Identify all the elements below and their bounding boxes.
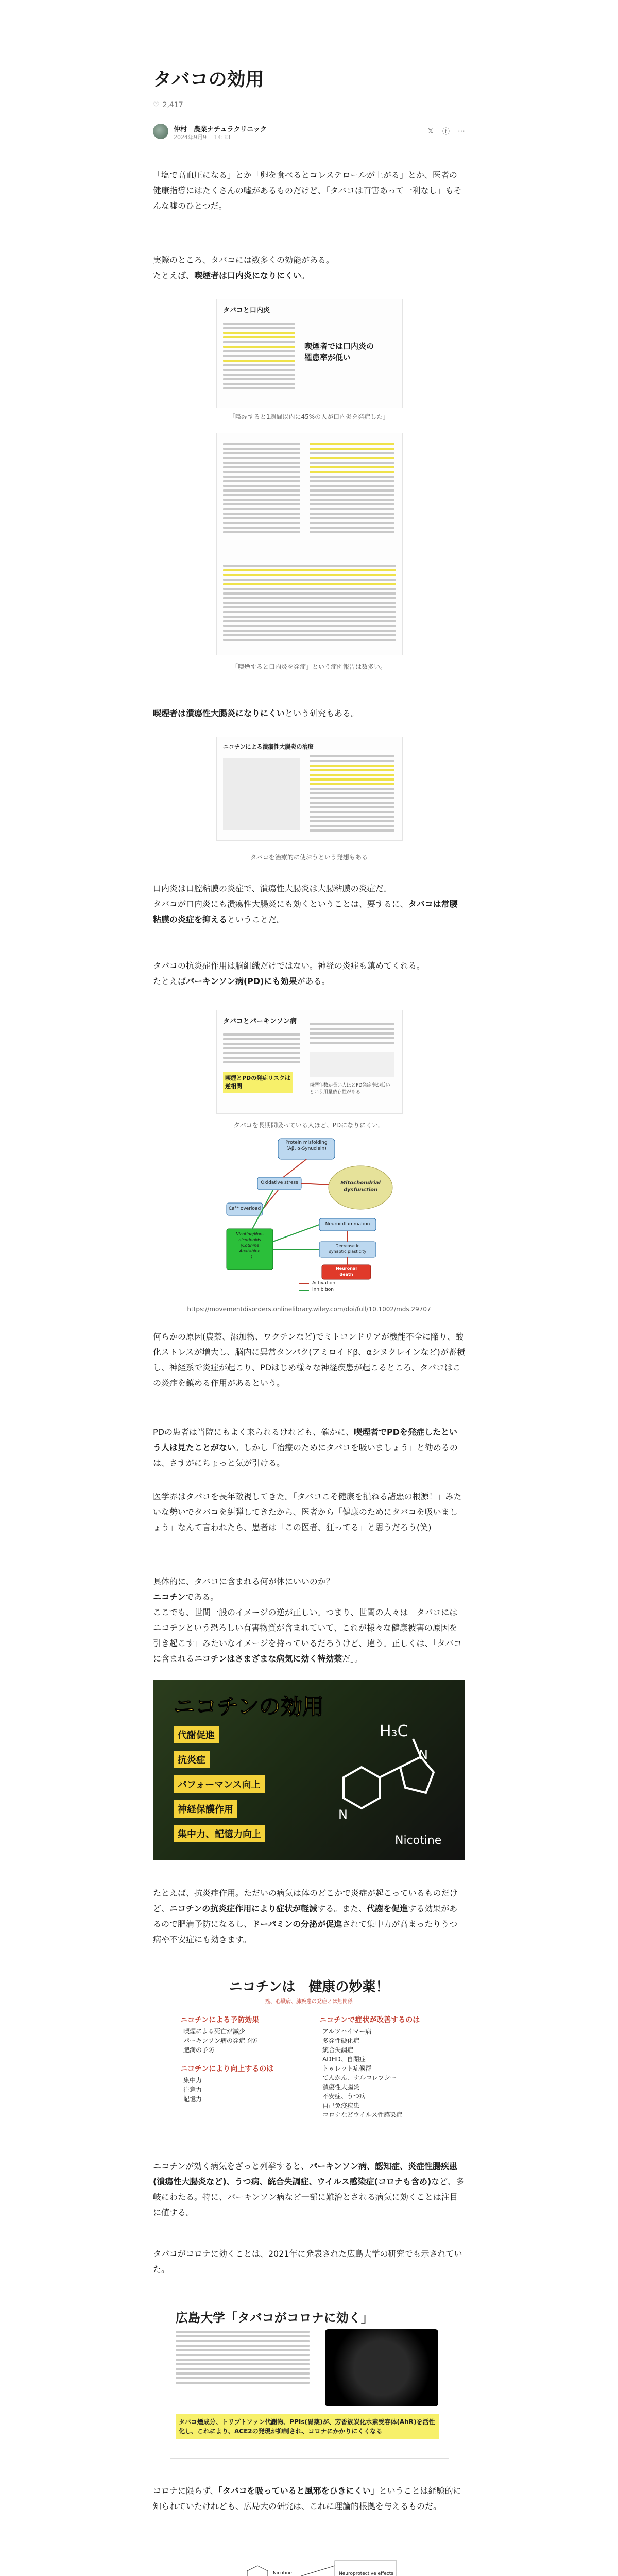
nicotine-structure	[323, 1716, 452, 1829]
list-item: 記憶力	[183, 2095, 202, 2103]
effects-list	[339, 2566, 396, 2576]
benefit-list	[174, 1726, 277, 1842]
post-date: 2024年9月9日 14:33	[174, 134, 231, 141]
figure-title: ニコチンによる潰瘍性大腸炎の治療	[223, 743, 314, 750]
paragraph: たとえば、抗炎症作用。ただいの病気は体のどこかで炎症が起こっているものだけど、ニコチンの抗炎症作用により症状が軽減する。また、代謝を促進する効果があるので肥満予防になるし、ドーパミンの分泌が促進されて集中力が高まったりうつ病や不安症にも効きます。	[153, 1888, 458, 1944]
paragraph: 具体的に、タバコに含まれる何が体にいいのか？ ニコチンである。 ここでも、世間一般のイメージの逆が正しい。つまり、世間の人々は「タバコにはニコチンという恐ろしい有害物質が含まれていて、これが様々な健康被害の原因を引き起こす」みたいなイメージを持っているだろうけど、違う。正しくは、「タバコに含まれるニコチンはさまざまな病気に効く特効薬だ」。	[153, 1577, 462, 1664]
node-label: Protein misfolding (Aβ, α-Synuclein)	[285, 1140, 328, 1151]
benefit-item: 抗炎症	[174, 1751, 210, 1768]
figure-tobacco-stomatitis	[216, 299, 403, 408]
list-heading: ニコチンによる予防効果	[180, 2016, 260, 2024]
paragraph: 「塩で高血圧になる」とか「卵を食べるとコレステロールが上がる」とか、医者の健康指導にはたくさんの嘘があるものだけど、「タバコは百害あって一利なし」もそんな嘘のひとつだ。	[153, 170, 462, 211]
figure-title: ニコチンは 健康の妙薬！	[229, 1979, 389, 1995]
node-label: Mitochondrial dysfunction	[340, 1180, 381, 1193]
source-link[interactable]: https://movementdisorders.onlinelibrary.wiley.com/doi/full/10.1002/mds.29707	[187, 1306, 431, 1313]
like-count[interactable]: ♡ 2,417	[153, 101, 183, 109]
node-label: Nicotine/Non- nicotinoids (Cotinine Anatabine ...)	[235, 1232, 264, 1259]
legend-inhibition: Inhibition	[312, 1287, 334, 1292]
list-heading: ニコチンで症状が改善するのは	[319, 2016, 420, 2024]
x-share-icon[interactable]: 𝕏	[427, 127, 434, 135]
author-bar	[153, 122, 465, 142]
prevention-list	[183, 2027, 258, 2055]
figure-subtitle: 癌、心臓病、肺疾患の発症とは無関係	[265, 1999, 353, 2005]
avatar[interactable]	[153, 124, 168, 139]
virus-image	[325, 2329, 438, 2406]
benefit-item: 神経保護作用	[174, 1800, 237, 1818]
figure-title: タバコと口内炎	[223, 307, 270, 314]
effect-item: Neuroprotective effects	[339, 2571, 393, 2576]
list-item: 肥満の予防	[183, 2046, 215, 2054]
node-label: Ca²⁺ overload	[228, 1206, 261, 1211]
node-label: Oxidative stress	[261, 1180, 298, 1185]
node-label: Neuroinflammation	[325, 1222, 370, 1227]
caption: 「喫煙すると口内炎を発症」という症例報告は数多い。	[231, 663, 386, 670]
list-item: てんかん、ナルコレプシー	[322, 2074, 397, 2081]
caption: 「喫煙すると1週間以内に45%の人が口内炎を発症した」	[229, 413, 389, 420]
figure-note: 喫煙年数が長い人ほどPD発症率が低い という用量依存性がある	[310, 1083, 390, 1095]
banner-title: ニコチンの効用	[174, 1694, 324, 1719]
svg-text:N: N	[419, 1748, 428, 1762]
figure-nicotine-uc	[216, 737, 403, 841]
list-item: コロナなどウイルス性感染症	[322, 2111, 403, 2119]
figure-caption: タバコ煙成分、トリプトファン代謝物、PPIs(胃薬)が、芳香族炭化水素受容体(AhR)を活性化し、これにより、ACE2の発現が抑制され、コロナにかかりにくくなる	[176, 2414, 439, 2439]
legend-activation: Activation	[312, 1281, 336, 1286]
article-title: タバコの効用	[153, 69, 264, 90]
benefit-item: 集中力、記憶力向上	[174, 1825, 265, 1842]
figure-hiroshima-univ	[170, 2303, 449, 2459]
svg-text:H₃C: H₃C	[380, 1722, 408, 1740]
figure-pd-mechanism-diagram	[221, 1133, 397, 1293]
node-label: Decrease in synaptic plasticity	[329, 1244, 367, 1254]
figure-nicotine-benefits-banner	[153, 1680, 465, 1860]
figure-cotinine-metabolism	[216, 2555, 402, 2576]
paragraph: 実際のところ、タバコには数多くの効能がある。 たとえば、喫煙者は口内炎になりにくい。	[153, 255, 334, 280]
list-item: 注意力	[183, 2086, 202, 2093]
paragraph: 何らかの原因(農薬、添加物、ワクチンなど)でミトコンドリアが機能不全に陥り、酸化ストレスが増大し、脳内に異常タンパク(アミロイドβ、αシヌクレインなど)が蓄積し、神経系で炎症が起こり、PDはじめ様々な神経疾患が起こるところ、タバコはこの炎症を鎮める作用があるという。	[153, 1332, 465, 1388]
figure-nicotine-miracle	[170, 1973, 448, 2133]
figure-headline: 喫煙者では口内炎の 罹患率が低い	[304, 342, 374, 362]
author-name[interactable]: 仲村 農業ナチュラクリニック	[174, 126, 267, 133]
paragraph: PDの患者は当院にもよく来られるけれども、確かに、喫煙者でPDを発症したという人は見たことがない。しかし「治療のためにタバコを吸いましょう」と勧めるのは、さすがにちょっと気が引ける。	[153, 1427, 458, 1468]
list-item: パーキンソン病の発症予防	[183, 2037, 258, 2044]
list-item: 潰瘍性大腸炎	[322, 2083, 360, 2091]
improvement-list	[183, 2076, 202, 2104]
heart-icon: ♡	[153, 101, 160, 109]
list-heading: ニコチンにより向上するのは	[180, 2065, 274, 2073]
list-item: 多発性硬化症	[322, 2037, 360, 2044]
paragraph: 喫煙者は潰瘍性大腸炎になりにくいという研究もある。	[153, 708, 359, 718]
paragraph: コロナに限らず、「タバコを吸っていると風邪をひきにくい」ということは経験的に知られていたけれども、広島大の研究は、これに理論的根拠を与えるものだ。	[153, 2486, 461, 2511]
paragraph: タバコがコロナに効くことは、2021年に発表された広島大学の研究でも示されていた。	[153, 2249, 462, 2274]
list-item: アルツハイマー病	[322, 2028, 372, 2035]
list-item: 喫煙による死亡が減少	[183, 2028, 246, 2035]
banner-word: Nicotine	[395, 1834, 442, 1847]
caption: タバコを長期間吸っている人ほど、PDになりにくい。	[233, 1122, 385, 1129]
benefit-item: 代謝促進	[174, 1726, 219, 1743]
paragraph: 口内炎は口腔粘膜の炎症で、潰瘍性大腸炎は大腸粘膜の炎症だ。 タバコが口内炎にも潰瘍性大腸炎にも効くということは、要するに、タバコは常腰粘膜の炎症を抑えるということだ。	[153, 884, 458, 924]
list-item: 不安症、うつ病	[322, 2093, 366, 2100]
caption: タバコを治療的に使おうという発想もある	[250, 854, 368, 861]
figure-tobacco-parkinson	[216, 1010, 403, 1114]
figure-title: タバコとパーキンソン病	[223, 1018, 297, 1025]
list-item: 自己免疫疾患	[322, 2102, 360, 2109]
more-share-icon[interactable]: ⋯	[458, 127, 465, 135]
symptom-list	[322, 2027, 402, 2120]
list-item: ADHD、自閉症	[322, 2056, 366, 2063]
molecule-label: Nicotine	[273, 2571, 292, 2576]
list-item: トゥレット症候群	[322, 2065, 372, 2072]
node-label: Neuronal death	[335, 1266, 357, 1277]
svg-text:N: N	[338, 1807, 348, 1822]
paragraph: ニコチンが効く病気をざっと列挙すると、パーキンソン病、認知症、炎症性腸疾患(潰瘍性大腸炎など)、うつ病、統合失調症、ウイルス感染症(コロナも含め)など、多岐にわたる。特に、パーキンソン病など一部に難治とされる病気に効くことは注目に値する。	[153, 2161, 465, 2217]
figure-title: 広島大学「タバコがコロナに効く」	[176, 2311, 373, 2325]
paragraph: タバコの抗炎症作用は脳組織だけではない。神経の炎症も鎮めてくれる。 たとえばパーキンソン病(PD)にも効果がある。	[153, 961, 425, 986]
facebook-share-icon[interactable]: ⓕ	[442, 128, 450, 136]
figure-highlight: 喫煙とPDの発症リスクは 逆相関	[223, 1072, 293, 1093]
figure-case-reports	[216, 433, 403, 655]
list-item: 統合失調症	[322, 2046, 354, 2054]
paragraph: 医学界はタバコを長年敵視してきた。「タバコこそ健康を損ねる諸悪の根源！」みたいな勢いでタバコを糾弾してきたから、医者から「健康のためにタバコを吸いましょう」なんて言われたら、患者は「この医者、狂ってる」と思うだろう(笑)	[153, 1492, 462, 1532]
list-item: 集中力	[183, 2077, 202, 2084]
benefit-item: パフォーマンス向上	[174, 1775, 265, 1793]
